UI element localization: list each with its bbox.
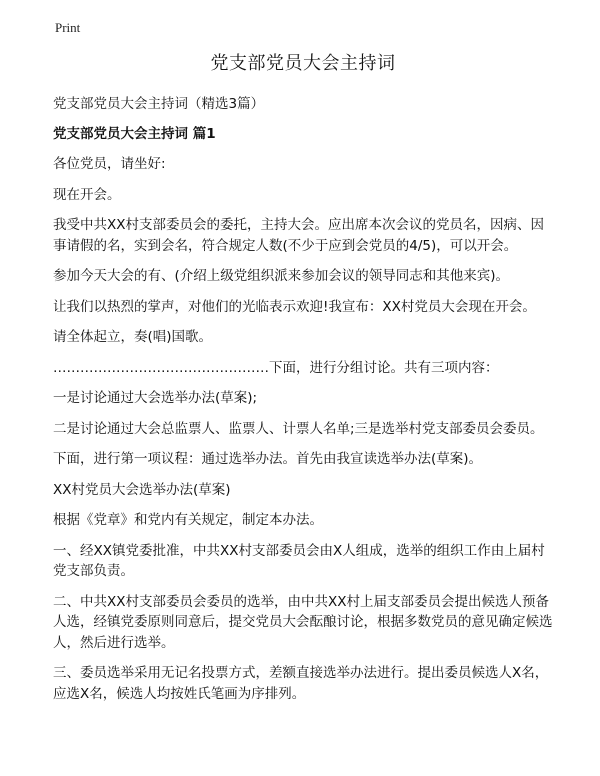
paragraph: 我受中共XX村支部委员会的委托，主持大会。应出席本次会议的党员名，因病、因事请假的名，实到会名，符合规定人数(不少于应到会党员的4/5)，可以开会。 — [53, 217, 544, 254]
paragraph: 二、中共XX村支部委员会委员的选举，由中共XX村上届支部委员会提出候选人预备人选，经镇党委原则同意后，提交党员大会酝酿讨论，根据多数党员的意见确定候选人，然后进行选举。 — [53, 593, 553, 651]
section-heading: 党支部党员大会主持词 篇1 — [53, 126, 216, 142]
paragraph: 三、委员选举采用无记名投票方式，差额直接选举办法进行。提出委员候选人X名，应选X名，候选人均按姓氏笔画为序排列。 — [53, 665, 549, 702]
print-link[interactable]: Print — [55, 20, 81, 35]
paragraph: 各位党员，请坐好: — [53, 156, 166, 172]
paragraph: 请全体起立，奏(唱)国歌。 — [53, 329, 213, 345]
paragraph: 二是讨论通过大会总监票人、监票人、计票人名单;三是选举村党支部委员会委员。 — [53, 420, 544, 437]
paragraph: 根据《党章》和党内有关规定，制定本办法。 — [53, 512, 323, 528]
paragraph: 一、经XX镇党委批准，中共XX村支部委员会由X人组成，选举的组织工作由上届村党支部负责。 — [53, 542, 545, 579]
paragraph: XX村党员大会选举办法(草案) — [53, 481, 231, 498]
paragraph: 参加今天大会的有、(介绍上级党组织派来参加会议的领导同志和其他来宾)。 — [53, 268, 510, 284]
paragraph: 让我们以热烈的掌声，对他们的光临表示欢迎!我宣布：XX村党员大会现在开会。 — [53, 298, 536, 315]
paragraph: …………………………………………下面，进行分组讨论。共有三项内容： — [53, 359, 499, 376]
document-page — [53, 52, 553, 714]
paragraph: 下面，进行第一项议程：通过选举办法。首先由我宣读选举办法(草案)。 — [53, 451, 483, 467]
paragraph: 现在开会。 — [53, 186, 121, 203]
document-subtitle: 党支部党员大会主持词（精选3篇） — [53, 96, 265, 112]
document-title: 党支部党员大会主持词 — [210, 53, 396, 74]
paragraph: 一是讨论通过大会选举办法(草案); — [53, 390, 258, 406]
